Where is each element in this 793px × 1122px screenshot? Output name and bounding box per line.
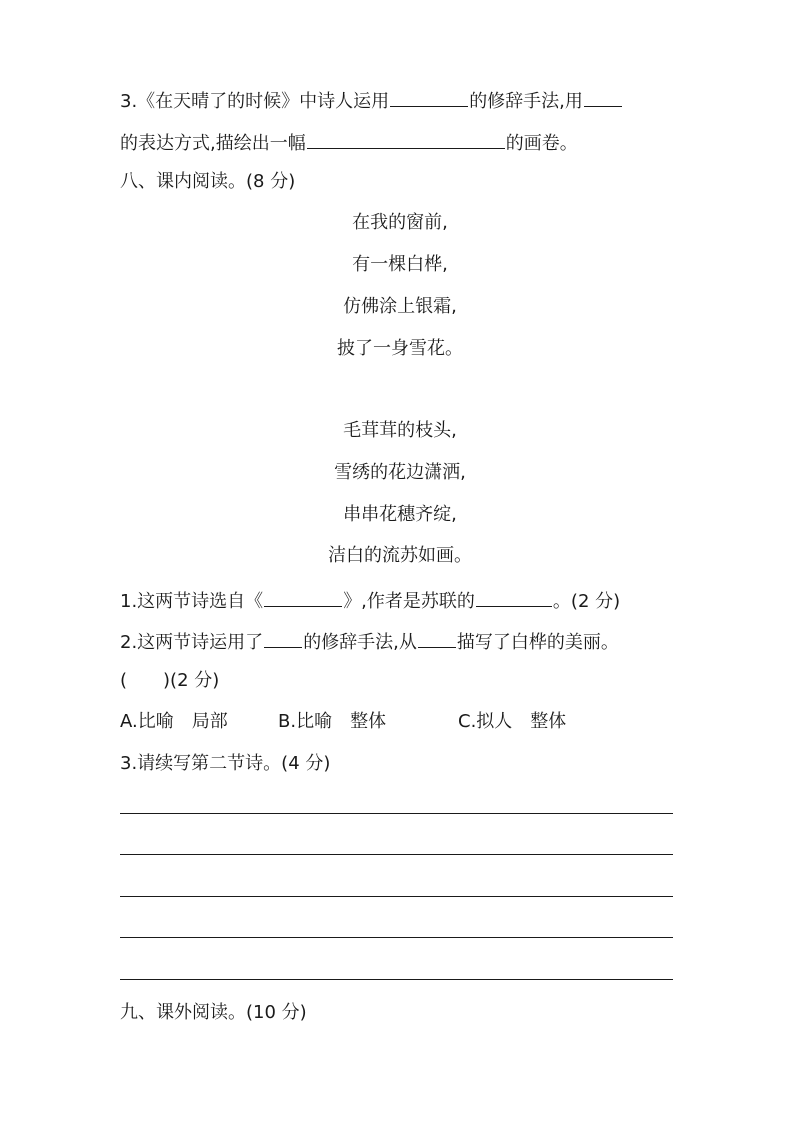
writing-line[interactable] bbox=[120, 979, 673, 980]
section-8-q2 bbox=[120, 627, 619, 651]
q1-suffix: 。(2 分) bbox=[552, 591, 621, 612]
q1-blank-author[interactable] bbox=[476, 586, 552, 607]
section-8-q1 bbox=[120, 586, 620, 610]
q2-blank-rhetoric[interactable] bbox=[264, 627, 302, 648]
poem-line: 雪绣的花边潇洒, bbox=[334, 462, 466, 483]
section-8-title: 八、课内阅读。(8 分) bbox=[120, 171, 296, 192]
writing-line[interactable] bbox=[120, 813, 673, 814]
poem-line: 披了一身雪花。 bbox=[337, 338, 463, 359]
q7-3-mid1: 的修辞手法,用 bbox=[469, 91, 583, 112]
writing-line[interactable] bbox=[120, 896, 673, 897]
q7-3-blank-expression[interactable] bbox=[584, 86, 622, 107]
option-a[interactable]: A.比喻 局部 bbox=[120, 711, 228, 732]
q2-mid: 的修辞手法,从 bbox=[303, 632, 417, 653]
q7-3-line2-prefix: 的表达方式,描绘出一幅 bbox=[120, 133, 306, 154]
q7-3-blank-rhetoric[interactable] bbox=[390, 86, 468, 107]
q7-3-line1 bbox=[120, 86, 623, 110]
q2-options bbox=[120, 710, 566, 734]
q7-3-line2-suffix: 的画卷。 bbox=[505, 133, 578, 154]
writing-line[interactable] bbox=[120, 854, 673, 855]
q2-blank-aspect[interactable] bbox=[418, 627, 456, 648]
q2-prefix: 2.这两节诗运用了 bbox=[120, 632, 264, 653]
section-8-q3: 3.请续写第二节诗。(4 分) bbox=[120, 753, 331, 774]
q1-mid: 》,作者是苏联的 bbox=[343, 591, 475, 612]
poem-line: 仿佛涂上银霜, bbox=[343, 296, 457, 317]
q2-answer-bracket[interactable]: ( )(2 分) bbox=[120, 670, 220, 691]
poem-line: 有一棵白桦, bbox=[352, 254, 448, 275]
q2-suffix: 描写了白桦的美丽。 bbox=[456, 632, 619, 653]
q1-prefix: 1.这两节诗选自《 bbox=[120, 591, 264, 612]
section-9-title: 九、课外阅读。(10 分) bbox=[120, 1002, 307, 1023]
poem-line: 串串花穗齐绽, bbox=[343, 504, 457, 525]
option-b[interactable]: B.比喻 整体 bbox=[278, 711, 387, 732]
q1-blank-title[interactable] bbox=[264, 586, 342, 607]
poem-line: 在我的窗前, bbox=[352, 212, 448, 233]
poem-line: 毛茸茸的枝头, bbox=[343, 420, 457, 441]
writing-line[interactable] bbox=[120, 937, 673, 938]
option-c[interactable]: C.拟人 整体 bbox=[458, 711, 567, 732]
q7-3-line2 bbox=[120, 128, 578, 152]
q7-3-prefix: 3.《在天晴了的时候》中诗人运用 bbox=[120, 91, 390, 112]
q7-3-blank-picture[interactable] bbox=[307, 128, 505, 149]
poem-line: 洁白的流苏如画。 bbox=[328, 545, 472, 566]
